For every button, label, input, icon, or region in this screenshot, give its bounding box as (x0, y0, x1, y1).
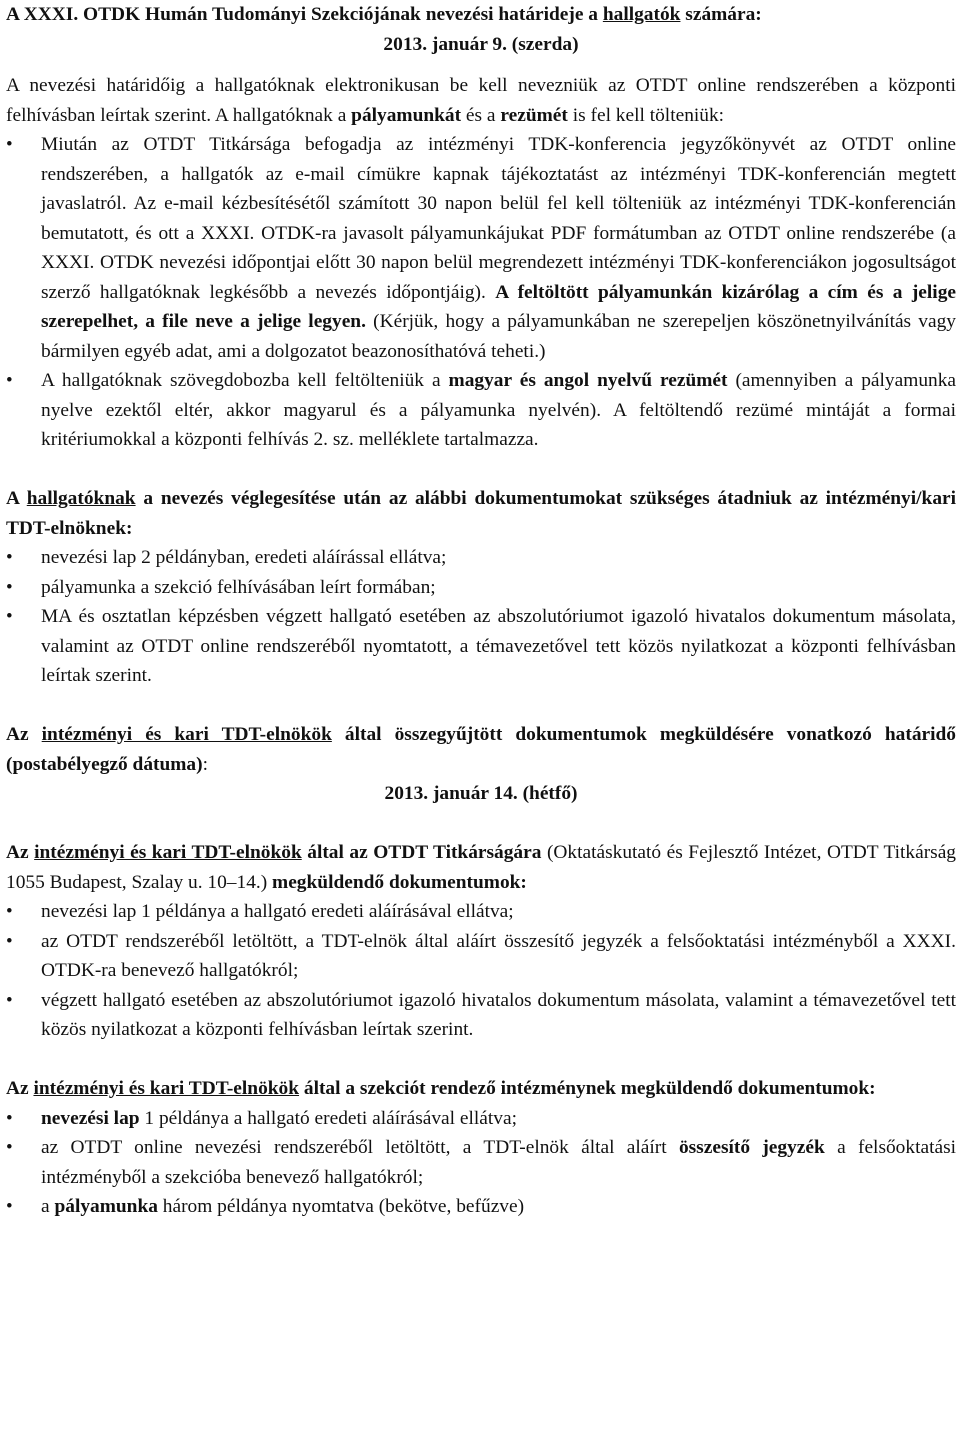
section-3-heading: Az intézményi és kari TDT-elnökök által összegyűjtött dokumentumok megküldésére vonatkozó határidő (postabélyegző dátuma): (6, 724, 956, 775)
list-item: • nevezési lap 1 példánya a hallgató eredeti aláírásával ellátva; (6, 1104, 956, 1134)
section-5-list (6, 1104, 956, 1222)
bullet-icon: • (6, 901, 13, 922)
bullet-icon: • (6, 1137, 13, 1158)
bullet-icon: • (6, 576, 13, 598)
bullet-icon: • (6, 606, 13, 627)
list-item: • nevezési lap 2 példányban, eredeti aláírással ellátva; (6, 543, 956, 573)
bullet-icon: • (6, 1107, 13, 1129)
section-1-list (6, 130, 956, 455)
list-item: • az OTDT rendszeréből letöltött, a TDT-elnök által aláírt összesítő jegyzék a felsőoktatási intézményből a XXXI. OTDK-ra benevező hallgatókról; (6, 927, 956, 986)
section-5-heading: Az intézményi és kari TDT-elnökök által a szekciót rendező intézménynek megküldendő dokumentumok: (6, 1078, 876, 1099)
bullet-icon: • (6, 989, 13, 1011)
bullet-icon: • (6, 930, 13, 952)
bullet-icon: • (6, 134, 13, 155)
list-item: • MA és osztatlan képzésben végzett hallgató esetében az abszolutóriumot igazoló hivatalos dokumentum másolata, valamint az OTDT online rendszeréből nyomtatott, a témavezetővel tett közös nyilatkozat a központi felhívásban leírtak szerint. (6, 602, 956, 691)
bullet-icon: • (6, 1196, 13, 1217)
section-2-heading: A hallgatóknak a nevezés véglegesítése után az alábbi dokumentumokat szükséges átadniuk az intézményi/kari TDT-elnöknek: (6, 488, 957, 539)
bullet-icon: • (6, 547, 13, 568)
section-3-date: 2013. január 14. (hétfő) (384, 783, 578, 804)
list-item: • nevezési lap 1 példánya a hallgató eredeti aláírásával ellátva; (6, 897, 956, 927)
list-item: • Miután az OTDT Titkársága befogadja az intézményi TDK-konferencia jegyzőkönyvét az OTDT online rendszerében, a hallgatók az e-mail címükre kapnak tájékoztatást az intézményi TDK-konferencián megtett javaslatról. Az e-mail kézbesítésétől számított 30 napon belül fel kell tölteniük az intézményi TDK-konferencián bemutatott, és ott a XXXI. OTDK-ra javasolt pályamunkájukat PDF formátumban az OTDT online rendszerébe (a XXXI. OTDK nevezési időpontjai előtt 30 napon belül megrendezett intézményi TDK-konferenciákon jogosultságot szerző hallgatóknak legkésőbb a nevezés időpontjáig). A feltöltött pályamunkán kizárólag a cím és a jelige szerepelhet, a file neve a jelige legyen. (Kérjük, hogy a pályamunkában ne szerepeljen köszönetnyilvánítás vagy bármilyen egyéb adat, ami a dolgozatot beazonosíthatóvá teheti.) (6, 130, 956, 366)
section-1-date: 2013. január 9. (szerda) (383, 33, 579, 55)
section-1-intro: A nevezési határidőig a hallgatóknak elektronikusan be kell nevezniük az OTDT online rendszerében a központi felhívásban leírtak szerint. A hallgatóknak a pályamunkát és a rezümét is fel kell tölteniük: (6, 75, 956, 126)
list-item: • a pályamunka három példánya nyomtatva (bekötve, befűzve) (6, 1192, 956, 1222)
bullet-icon: • (6, 370, 13, 391)
section-4-list (6, 897, 956, 1045)
section-4-heading: Az intézményi és kari TDT-elnökök által az OTDT Titkárságára (Oktatáskutató és Fejlesztő Intézet, OTDT Titkárság 1055 Budapest, Szalay u. 10–14.) megküldendő dokumentumok: (6, 842, 956, 893)
section-1-title: A XXXI. OTDK Humán Tudományi Szekciójának nevezési határideje a hallgatók számára: (6, 4, 762, 25)
list-item: • A hallgatóknak szövegdobozba kell feltölteniük a magyar és angol nyelvű rezümét (amennyiben a pályamunka nyelve ezektől eltér, akkor magyarul és a pályamunka nyelvén). A feltöltendő rezümé mintáját a formai kritériumokkal a központi felhívás 2. sz. melléklete tartalmazza. (6, 366, 956, 455)
section-2-list (6, 543, 956, 691)
list-item: • végzett hallgató esetében az abszolutóriumot igazoló hivatalos dokumentum másolata, valamint a témavezetővel tett közös nyilatkozat a központi felhívásban leírtak szerint. (6, 986, 956, 1045)
list-item: • pályamunka a szekció felhívásában leírt formában; (6, 573, 956, 603)
title-underlined-word: hallgatók (602, 4, 681, 25)
list-item: • az OTDT online nevezési rendszeréből letöltött, a TDT-elnök által aláírt összesítő jegyzék a felsőoktatási intézményből a szekcióba benevező hallgatókról; (6, 1133, 956, 1192)
